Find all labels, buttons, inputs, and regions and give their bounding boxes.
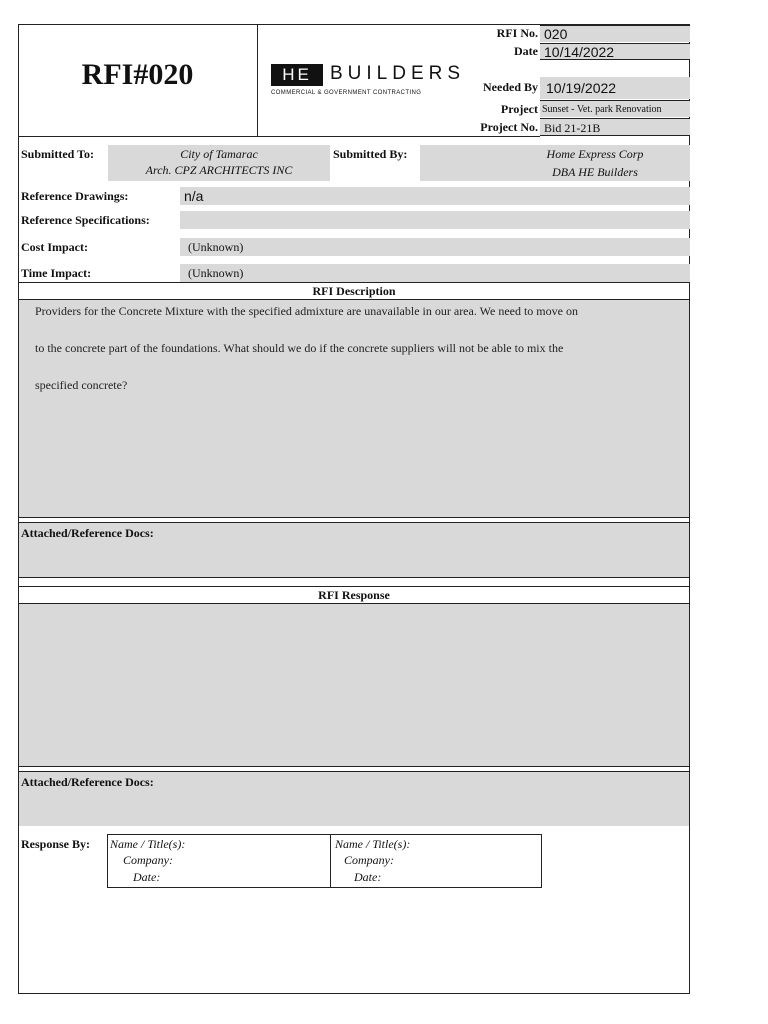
time-impact-value: (Unknown) <box>180 264 690 282</box>
response-body <box>19 604 689 766</box>
description-heading: RFI Description <box>312 284 396 298</box>
reference-drawings-value: n/a <box>180 187 690 205</box>
description-line-2: to the concrete part of the foundations. What should we do if the concrete suppliers will not be able to mix the <box>35 341 564 355</box>
project-no-value: Bid 21-21B <box>540 118 690 136</box>
description-line-3: specified concrete? <box>35 378 128 392</box>
rfi-title: RFI#020 <box>81 58 194 91</box>
submitted-to-line1: City of Tamarac <box>180 147 258 161</box>
reference-specs-label: Reference Specifications: <box>21 213 150 227</box>
cost-impact-label: Cost Impact: <box>21 240 88 254</box>
response-bottom-line <box>18 766 690 767</box>
header-divider-left <box>257 24 258 136</box>
header-bottom-line <box>18 136 540 137</box>
submitted-to-label: Submitted To: <box>21 147 95 161</box>
responder-1-company-label: Company: <box>123 853 173 867</box>
submitted-to-line2: Arch. CPZ ARCHITECTS INC <box>145 163 293 177</box>
attached-docs-label: Attached/Reference Docs: <box>21 526 154 540</box>
logo-wordmark: BUILDERS <box>330 63 466 84</box>
responder-2-date-label: Date: <box>354 870 382 884</box>
response-by-label: Response By: <box>21 837 91 851</box>
reference-drawings-label: Reference Drawings: <box>21 189 129 203</box>
response-attached-label: Attached/Reference Docs: <box>21 775 154 789</box>
responder-1-name-label: Name / Title(s): <box>110 837 186 851</box>
time-impact-label: Time Impact: <box>21 266 92 280</box>
rfi-no-label: RFI No. <box>496 26 538 40</box>
attached-bottom-line <box>18 577 690 578</box>
responder-1-date-label: Date: <box>133 870 161 884</box>
description-line-1: Providers for the Concrete Mixture with the specified admixture are unavailable in our area. We need to move on <box>35 304 578 318</box>
cost-impact-value: (Unknown) <box>180 238 690 256</box>
response-heading: RFI Response <box>318 588 390 602</box>
description-text <box>35 293 685 404</box>
responder-2-company-label: Company: <box>344 853 394 867</box>
responder-2-name-label: Name / Title(s): <box>335 837 411 851</box>
submitted-by-line1: Home Express Corp <box>546 147 644 161</box>
response-by-divider <box>330 834 331 888</box>
project-no-label: Project No. <box>480 120 538 134</box>
date-value: 10/14/2022 <box>540 43 690 60</box>
date-label: Date <box>514 44 538 58</box>
logo-mark: HE <box>271 64 323 86</box>
project-label: Project <box>500 102 538 116</box>
logo-tagline: COMMERCIAL & GOVERNMENT CONTRACTING <box>271 90 422 96</box>
submitted-by-label: Submitted By: <box>333 147 408 161</box>
needed-by-label: Needed By <box>483 80 538 94</box>
submitted-by-line2: DBA HE Builders <box>552 165 638 179</box>
rfi-no-value: 020 <box>540 25 690 42</box>
needed-by-value: 10/19/2022 <box>540 77 690 99</box>
reference-specs-value <box>180 211 690 229</box>
description-bottom-line <box>18 517 690 518</box>
project-value: Sunset - Vet. park Renovation <box>540 100 690 117</box>
